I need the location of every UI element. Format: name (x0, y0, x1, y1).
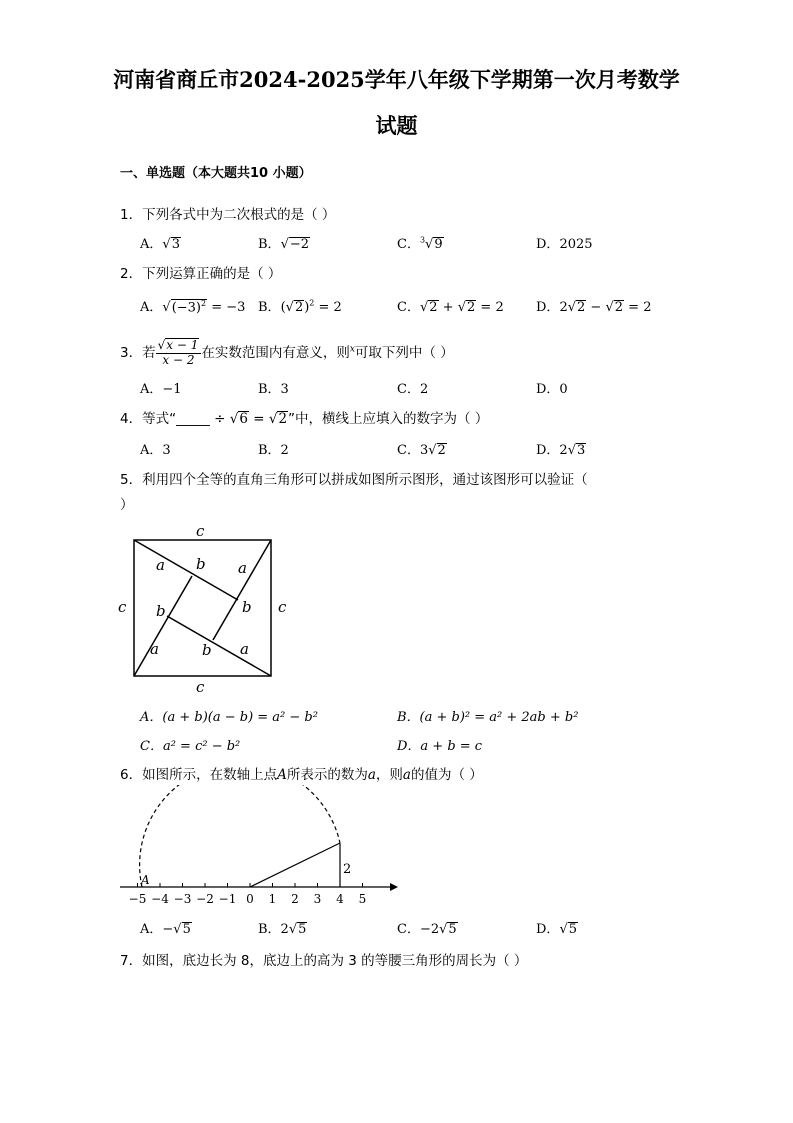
label-a: a (238, 559, 247, 577)
root-index: 3 (419, 235, 426, 245)
q6-option-d[interactable]: D．√5 (536, 922, 578, 937)
q2-option-b[interactable]: B．$(√2)^2 = 2$ (258, 298, 342, 315)
label-c-right: c (278, 598, 287, 616)
q2-option-d[interactable]: D．2√2 − √2 = 2 (536, 300, 652, 315)
axis-tick-label: −1 (218, 892, 237, 906)
option-label: D．2 (536, 443, 568, 458)
operator: + (438, 300, 458, 315)
option-label: A． (140, 300, 163, 315)
stem-prefix: 4．等式“_____ ÷ (120, 411, 230, 427)
radicand: 5 (298, 922, 307, 937)
question-4-stem: 4．等式“_____ ÷ √6 = √2”中，横线上应填入的数字为（ ） (120, 411, 489, 427)
rhs: = −3 (207, 300, 246, 315)
rhs: = 2 (314, 300, 342, 315)
label-a: a (150, 640, 159, 658)
axis-arrow-icon (390, 883, 398, 891)
axis-tick-label: 1 (268, 892, 277, 906)
radicand: 3 (171, 237, 180, 252)
question-1-stem: 1．下列各式中为二次根式的是（ ） (120, 207, 336, 223)
operator: = (248, 411, 269, 427)
q3-option-c[interactable]: C．2 (397, 382, 429, 397)
q6-option-a[interactable]: A．−√5 (140, 922, 191, 937)
label-a: a (240, 640, 249, 658)
page-title-line2: 试题 (375, 113, 418, 138)
q4-option-b[interactable]: B．2 (258, 443, 289, 458)
radicand: 2 (278, 411, 288, 427)
axis-tick-label: −5 (128, 892, 147, 906)
q3-option-b[interactable]: B．3 (258, 382, 289, 397)
label-b: b (196, 555, 206, 573)
radicand: 5 (568, 922, 578, 937)
q2-option-c[interactable]: C．√2 + √2 = 2 (397, 300, 504, 315)
label-c-bottom: c (196, 678, 205, 696)
radicand: 5 (182, 922, 191, 937)
label-b: b (242, 598, 252, 616)
operator: − (586, 300, 606, 315)
axis-tick-label: 4 (336, 892, 344, 906)
q4-option-a[interactable]: A．3 (140, 443, 171, 458)
radicand: (−3) (171, 300, 201, 315)
compass-arc (140, 785, 340, 887)
axis-tick-label: −4 (151, 892, 169, 906)
stem-suffix: ”中，横线上应填入的数字为（ ） (288, 411, 489, 427)
label-b: b (202, 641, 212, 659)
triangle-edge (134, 540, 238, 600)
question-5-stem: 5．利用四个全等的直角三角形可以拼成如图所示图形，通过该图形可以验证（ (120, 472, 588, 488)
variable: x (349, 344, 355, 355)
rhs: = 2 (624, 300, 652, 315)
radicand: 2 (467, 300, 476, 315)
q4-option-d[interactable]: D．2√3 (536, 443, 586, 458)
radicand: 2 (577, 300, 586, 315)
point-name: A (277, 767, 287, 783)
q3-option-a[interactable]: A．−1 (140, 382, 182, 397)
fraction: $\frac{√x - 1}{x - 2}$ (156, 338, 202, 368)
q4-option-c[interactable]: C．3√2 (397, 443, 446, 458)
numerator: x − 1 (166, 338, 199, 352)
option-label: D． (536, 237, 560, 252)
rhs: = 2 (476, 300, 504, 315)
stem-prefix: 6．如图所示，在数轴上点 (120, 767, 278, 783)
page-title: 河南省商丘市2024-2025学年八年级下学期第一次月考数学 (113, 67, 680, 92)
option-label: A． (140, 237, 163, 252)
hypotenuse (250, 843, 340, 887)
q1-option-a[interactable]: A．√3 (140, 237, 180, 252)
axis-tick-label: −3 (173, 892, 192, 906)
q1-option-d[interactable] (536, 233, 593, 252)
option-label: B．2 (258, 922, 289, 937)
question-3-stem (120, 338, 454, 368)
option-label: C．3 (397, 443, 429, 458)
label-a: a (156, 556, 165, 574)
radicand: 2 (429, 300, 438, 315)
option-label: D． (536, 300, 560, 315)
height-label: 2 (343, 862, 352, 877)
option-label: C．−2 (397, 922, 440, 937)
stem-middle: ，则 (375, 767, 403, 783)
q6-option-c[interactable]: C．−2√5 (397, 922, 457, 937)
variable: a (402, 767, 411, 783)
point-a-label: A (141, 873, 150, 887)
number-line-figure (112, 785, 402, 910)
q5-option-d[interactable]: D．a + b = c (397, 739, 483, 754)
q2-option-a[interactable]: A．$√(-3)^2 = -3$ (140, 298, 246, 315)
axis-tick-label: 5 (358, 892, 367, 906)
radicand: 5 (448, 922, 457, 937)
radicand: 3 (577, 443, 586, 458)
q1-option-b[interactable]: B．√−2 (258, 237, 310, 252)
variable: a (367, 767, 376, 783)
q6-option-b[interactable]: B．2√5 (258, 922, 307, 937)
option-label: C． (397, 300, 420, 315)
axis-tick-label: 3 (313, 892, 322, 906)
radicand: −2 (289, 237, 310, 252)
stem-suffix: 可取下列中（ ） (354, 344, 454, 361)
q1-option-c[interactable]: C．$^3$√9 (397, 235, 443, 252)
pythagoras-square-figure (112, 518, 302, 698)
exponent: 2 (201, 298, 207, 308)
triangle-edge (167, 616, 271, 676)
stem-middle: 所表示的数为 (286, 767, 368, 783)
axis-tick-label: 2 (291, 892, 299, 906)
denominator: x − 2 (162, 352, 195, 367)
exponent: 2 (309, 298, 315, 308)
q5-option-a[interactable]: A．(a + b)(a − b) = a² − b² (140, 710, 318, 725)
stem-middle: 在实数范围内有意义，则 (201, 344, 350, 361)
radicand: 9 (434, 237, 443, 252)
option-label: C． (397, 237, 420, 252)
question-6-stem (120, 763, 483, 783)
question-2-stem: 2．下列运算正确的是（ ） (120, 266, 282, 282)
q5-option-b[interactable]: B．(a + b)² = a² + 2ab + b² (397, 710, 579, 725)
radicand: 2 (437, 443, 446, 458)
stem-suffix: 的值为（ ） (410, 767, 483, 783)
label-c-left: c (118, 598, 127, 616)
section-heading: 一、单选题（本大题共10 小题） (120, 166, 312, 181)
option-label: A．− (140, 922, 174, 937)
label-c-top: c (196, 522, 205, 540)
question-5-stem-end: ） (120, 497, 134, 513)
stem-prefix: 3．若 (120, 344, 156, 361)
question-7-stem: 7．如图，底边长为 8，底边上的高为 3 的等腰三角形的周长为（ ） (120, 953, 528, 969)
option-value: 2025 (559, 237, 593, 252)
axis-tick-label: −2 (196, 892, 214, 906)
q5-option-c[interactable]: C．a² = c² − b² (140, 739, 241, 754)
option-label: B． (258, 300, 281, 315)
axis-tick-label: 0 (246, 892, 254, 906)
radicand: 2 (614, 300, 624, 315)
option-label: D． (536, 922, 560, 937)
label-b: b (156, 602, 166, 620)
q3-option-d[interactable]: D．0 (536, 382, 568, 397)
coefficient: 2 (559, 300, 568, 315)
radicand: 2 (294, 300, 304, 315)
radicand: 6 (239, 411, 248, 427)
option-label: B． (258, 237, 281, 252)
